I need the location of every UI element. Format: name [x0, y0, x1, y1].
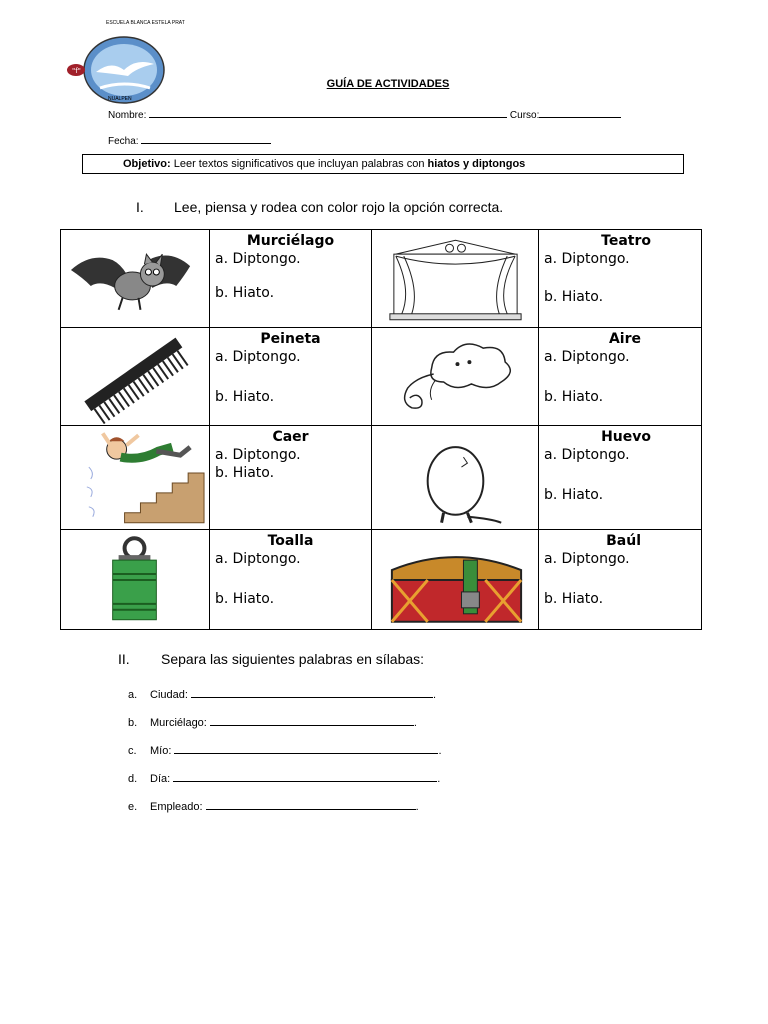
option-b[interactable]: b. Hiato.	[215, 591, 275, 607]
syllable-row-empleado[interactable]: e. Empleado: .	[128, 801, 419, 813]
word-cell-murcielago	[210, 230, 372, 328]
syllable-row-mio[interactable]: c. Mío: .	[128, 745, 442, 757]
word-label: Caer	[272, 429, 309, 445]
towel-picture	[61, 530, 210, 630]
option-a[interactable]: a. Diptongo.	[215, 447, 301, 463]
page-title: GUÍA DE ACTIVIDADES	[326, 78, 450, 90]
option-b[interactable]: b. Hiato.	[215, 389, 275, 405]
syllable-row-dia[interactable]: d. Día: .	[128, 773, 441, 785]
option-a[interactable]: a. Diptongo.	[215, 251, 301, 267]
word-cell-baul	[539, 530, 702, 630]
svg-text:"f": "f"	[72, 67, 81, 75]
option-a[interactable]: a. Diptongo.	[215, 349, 301, 365]
option-b[interactable]: b. Hiato.	[215, 285, 275, 301]
theater-icon	[372, 230, 538, 326]
bat-picture	[61, 230, 210, 328]
objective-box: Objetivo: Leer textos significativos que incluyan palabras con hiatos y diptongos	[82, 154, 684, 174]
chest-picture	[372, 530, 539, 630]
activity-table	[60, 229, 702, 630]
word-label: Aire	[608, 331, 641, 347]
word-label: Baúl	[606, 533, 641, 549]
falling-picture	[61, 426, 210, 530]
school-name: ESCUELA BLANCA ESTELA PRAT	[106, 20, 185, 26]
word-cell-huevo	[539, 426, 702, 530]
school-city: NUALPEN	[108, 96, 132, 102]
option-a[interactable]: a. Diptongo.	[215, 551, 301, 567]
word-label: Teatro	[601, 233, 651, 249]
option-b[interactable]: b. Hiato.	[544, 389, 604, 405]
towel-icon	[61, 530, 209, 628]
word-label: Murciélago	[246, 233, 335, 249]
word-cell-aire	[539, 328, 702, 426]
chest-icon	[372, 530, 538, 628]
name-field[interactable]: Nombre: Curso:	[108, 108, 621, 121]
option-b[interactable]: b. Hiato.	[544, 487, 604, 503]
egg-picture	[372, 426, 539, 530]
option-b[interactable]: b. Hiato.	[544, 591, 604, 607]
syllable-row-ciudad[interactable]: a. Ciudad: .	[128, 689, 437, 701]
bat-icon	[61, 230, 209, 326]
wind-cloud-icon	[372, 328, 538, 424]
option-a[interactable]: a. Diptongo.	[544, 349, 630, 365]
section-1-heading: I. Lee, piensa y rodea con color rojo la opción correcta.	[136, 199, 504, 215]
word-label: Peineta	[260, 331, 321, 347]
comb-picture	[61, 328, 210, 426]
theater-picture	[372, 230, 539, 328]
word-label: Toalla	[267, 533, 314, 549]
option-b[interactable]: b. Hiato.	[544, 289, 604, 305]
word-cell-peineta	[210, 328, 372, 426]
egg-icon	[372, 426, 538, 528]
comb-icon	[61, 328, 209, 424]
date-field[interactable]: Fecha:	[108, 134, 271, 147]
word-label: Huevo	[601, 429, 651, 445]
wind-picture	[372, 328, 539, 426]
word-cell-toalla	[210, 530, 372, 630]
option-a[interactable]: a. Diptongo.	[544, 447, 630, 463]
option-a[interactable]: a. Diptongo.	[544, 251, 630, 267]
falling-boy-icon	[61, 426, 209, 528]
section-2-heading: II. Separa las siguientes palabras en sílabas:	[118, 651, 425, 667]
word-cell-caer	[210, 426, 372, 530]
syllable-row-murcielago[interactable]: b. Murciélago: .	[128, 717, 417, 729]
option-b[interactable]: b. Hiato.	[215, 465, 275, 481]
word-cell-teatro	[539, 230, 702, 328]
option-a[interactable]: a. Diptongo.	[544, 551, 630, 567]
